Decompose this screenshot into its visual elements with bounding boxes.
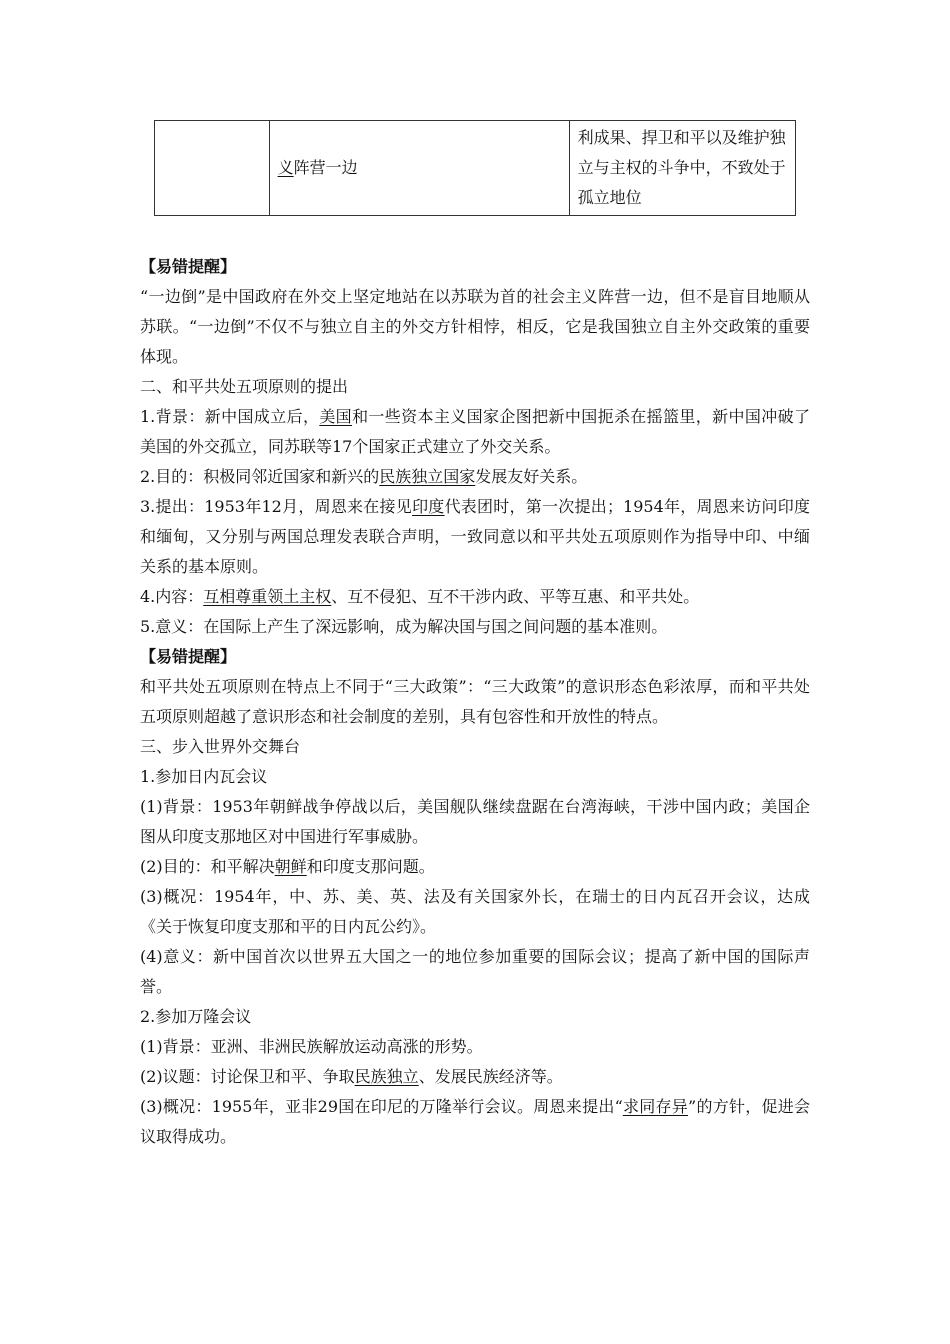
paragraph-bandung-agenda: (2)议题：讨论保卫和平、争取民族独立、发展民族经济等。 [140,1067,563,1086]
section-title: 二、和平共处五项原则的提出 [140,377,349,396]
tip-text: “一边倒”是中国政府在外交上坚定地站在以苏联为首的社会主义阵营一边，但不是盲目地顺从苏联。“一边倒”不仅不与独立自主的外交方针相悖，相反，它是我国独立自主外交政策的重要体现。 [140,287,810,366]
underlined-term: 印度 [412,497,445,516]
section-title: 三、步入世界外交舞台 [140,737,301,756]
table-cell-empty [155,121,270,216]
table-cell-effect: 利成果、捍卫和平以及维护独立与主权的斗争中，不致处于孤立地位 [569,121,795,216]
continued-table [154,120,796,216]
paragraph-purpose: 2.目的：积极同邻近国家和新兴的民族独立国家发展友好关系。 [140,467,588,486]
paragraph-significance: 5.意义：在国际上产生了深远影响，成为解决国与国之间问题的基本准则。 [140,617,668,636]
table-cell-policy: 义阵营一边 [269,121,569,216]
document-body [140,252,810,1152]
subsection-title: 2.参加万隆会议 [140,1007,252,1026]
underlined-term: 美国 [319,407,353,426]
underlined-term: 义 [277,158,294,177]
underlined-term: 朝鲜 [274,857,307,876]
table-row [155,121,796,216]
document-page [140,120,810,1152]
paragraph-geneva-purpose: (2)目的：和平解决朝鲜和印度支那问题。 [140,857,435,876]
paragraph-geneva-overview: (3)概况：1954年，中、苏、美、英、法及有关国家外长，在瑞士的日内瓦召开会议，达成《关于恢复印度支那和平的日内瓦公约》。 [140,887,810,936]
paragraph-proposal: 3.提出：1953年12月，周恩来在接见印度代表团时，第一次提出；1954年，周恩来访问印度和缅甸，又分别与两国总理发表联合声明，一致同意以和平共处五项原则作为指导中印、中缅关系的基本原则。 [140,497,810,576]
underlined-term: 民族独立 [354,1067,419,1086]
paragraph-background: 1.背景：新中国成立后，美国和一些资本主义国家企图把新中国扼杀在摇篮里，新中国冲破了美国的外交孤立，同苏联等17个国家正式建立了外交关系。 [140,407,810,456]
tip-text: 和平共处五项原则在特点上不同于“三大政策”：“三大政策”的意识形态色彩浓厚，而和平共处五项原则超越了意识形态和社会制度的差别，具有包容性和开放性的特点。 [140,677,810,726]
underlined-term: 民族独立国家 [379,467,476,486]
paragraph-geneva-background: (1)背景：1953年朝鲜战争停战以后，美国舰队继续盘踞在台湾海峡，干涉中国内政；美国企图从印度支那地区对中国进行军事威胁。 [140,797,810,846]
underlined-term: 互相尊重领土主权 [203,587,332,606]
paragraph-geneva-significance: (4)意义：新中国首次以世界五大国之一的地位参加重要的国际会议；提高了新中国的国际声誉。 [140,947,810,996]
paragraph-content: 4.内容：互相尊重领土主权、互不侵犯、互不干涉内政、平等互惠、和平共处。 [140,587,700,606]
underlined-term: 求同存异 [622,1097,689,1116]
tip-heading: 【易错提醒】 [140,647,237,666]
tip-heading: 【易错提醒】 [140,257,237,276]
paragraph-bandung-overview: (3)概况：1955年，亚非29国在印尼的万隆举行会议。周恩来提出“求同存异”的方针，促进会议取得成功。 [140,1097,810,1146]
paragraph-bandung-background: (1)背景：亚洲、非洲民族解放运动高涨的形势。 [140,1037,483,1056]
subsection-title: 1.参加日内瓦会议 [140,767,268,786]
